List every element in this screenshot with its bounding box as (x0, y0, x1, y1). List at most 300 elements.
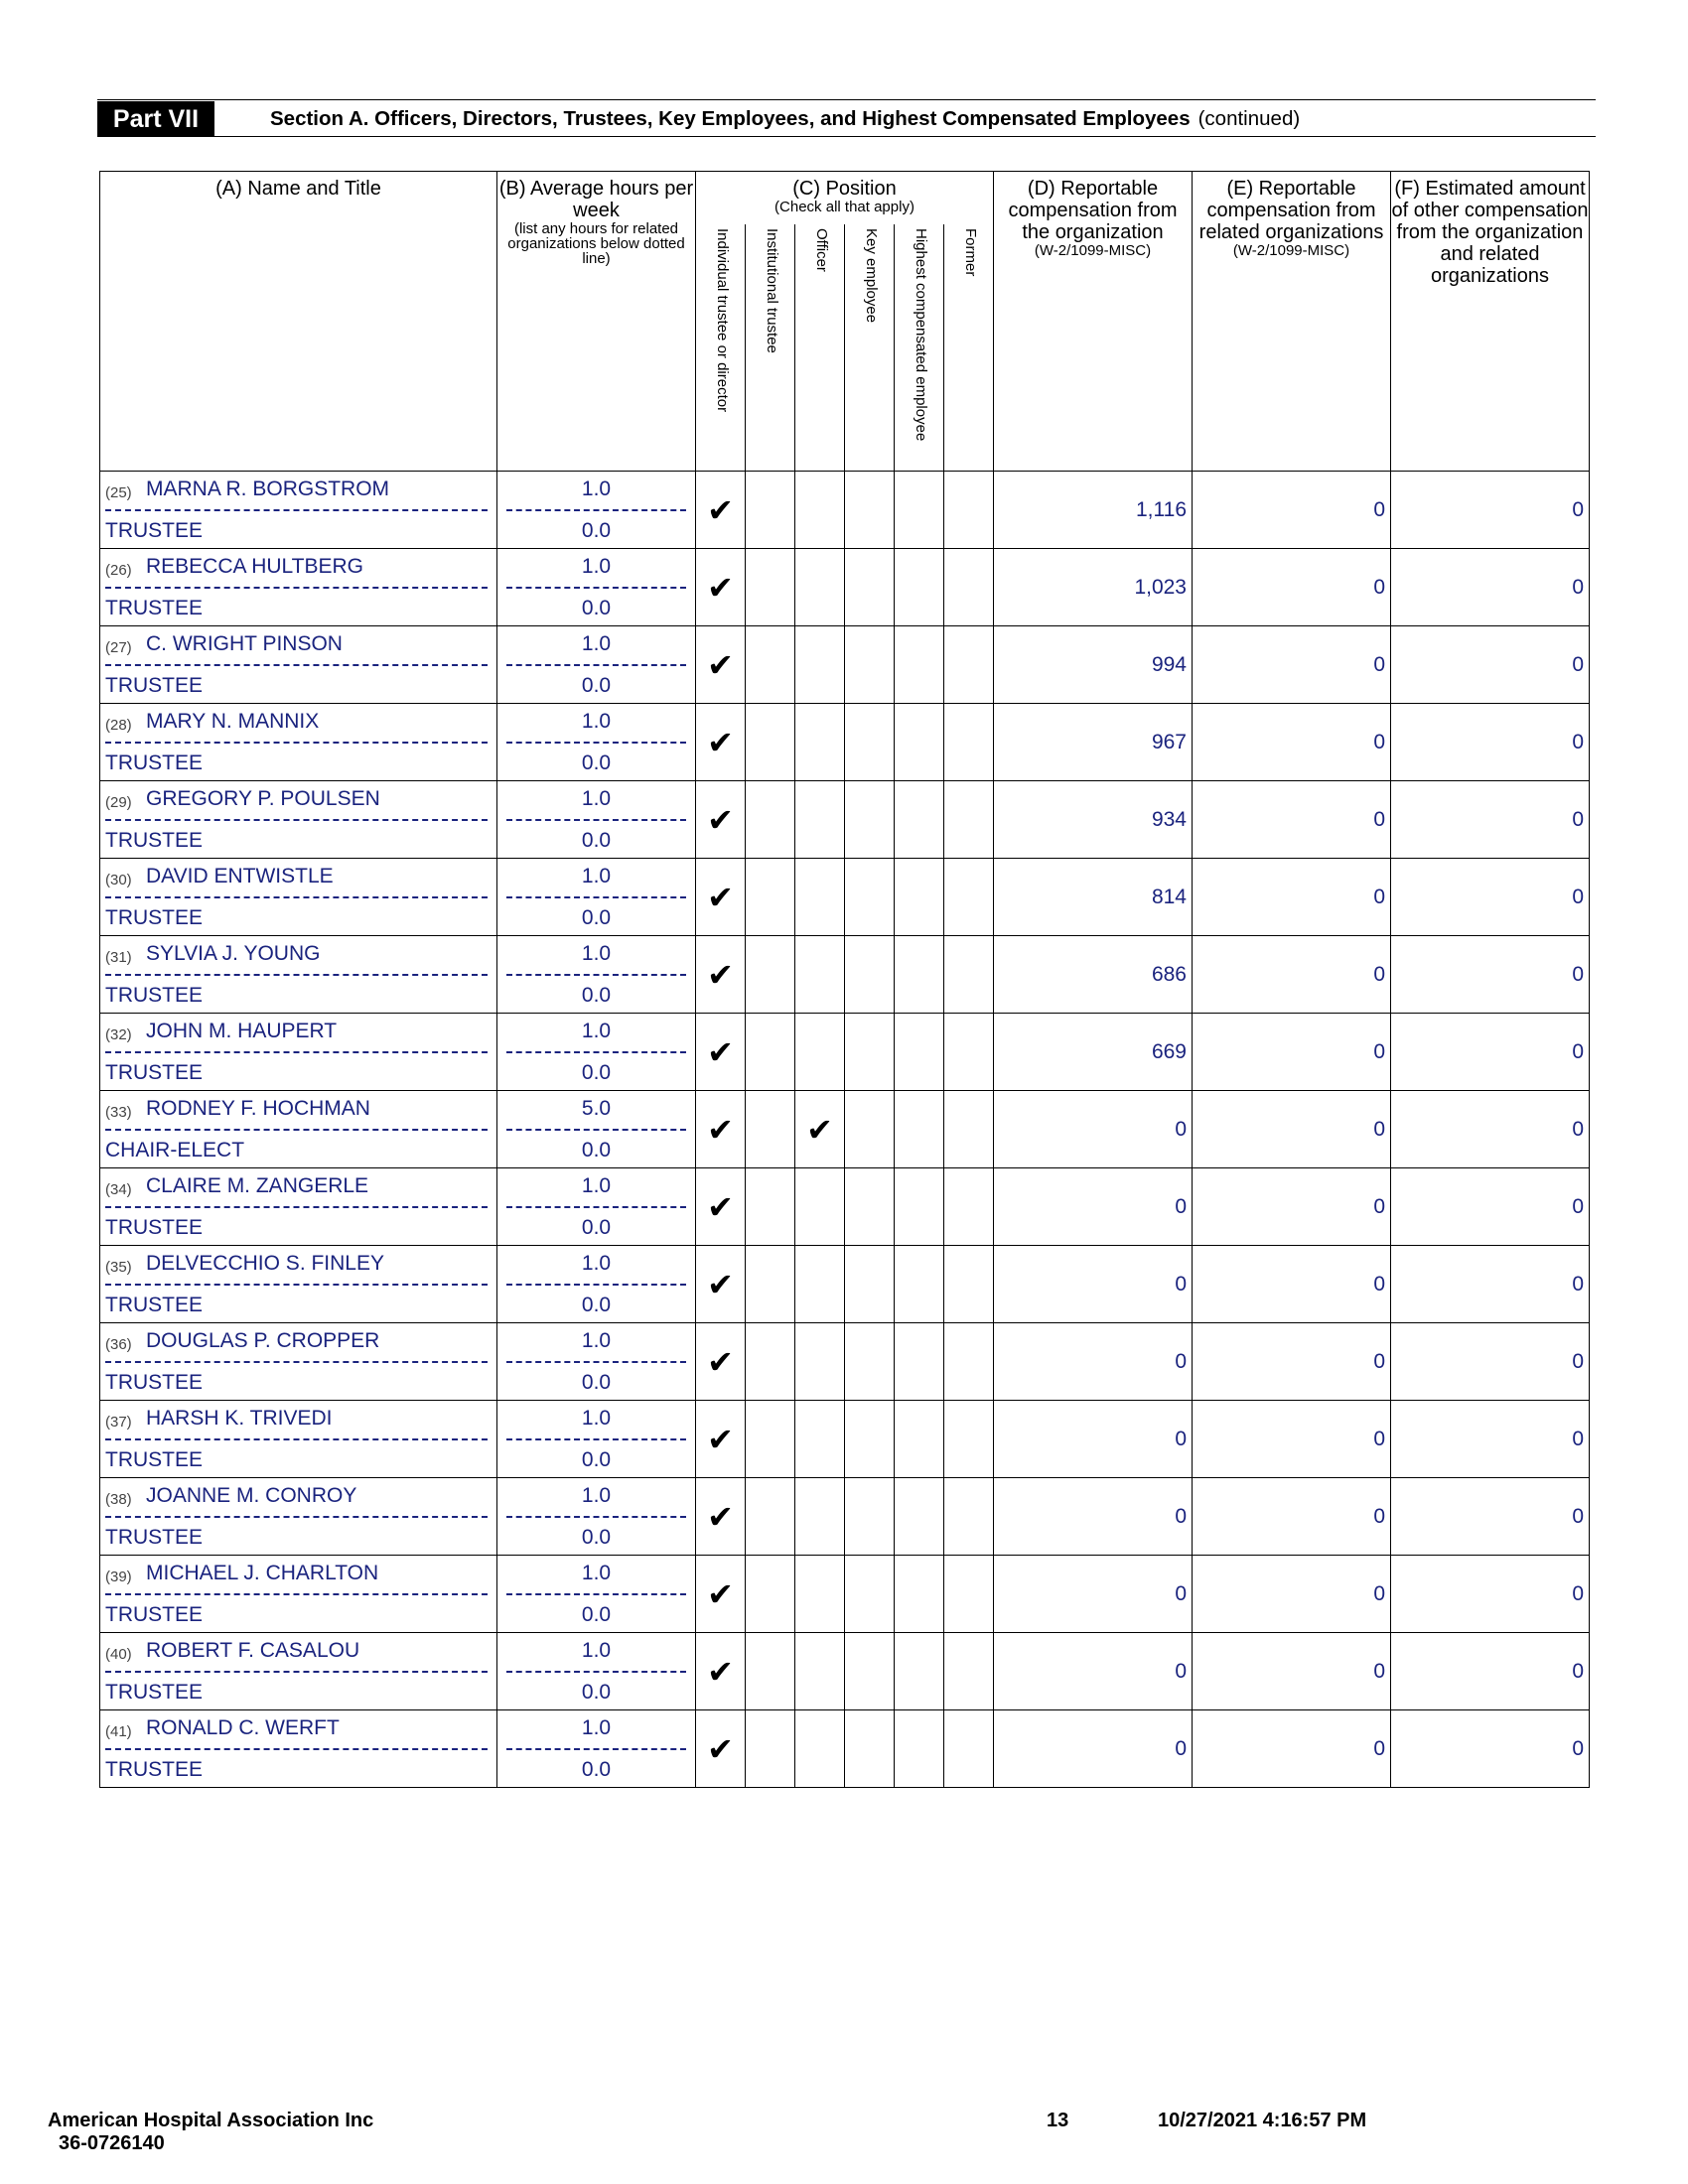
position-key-employee-cell (845, 704, 895, 781)
name-title-cell (100, 1556, 497, 1633)
row-number: (33) (105, 1104, 132, 1121)
position-highest-compensated-cell (895, 1323, 944, 1401)
dotted-line (105, 509, 488, 511)
position-highest-compensated-cell (895, 549, 944, 626)
comp-from-related-cell (1193, 859, 1391, 936)
hours-related-orgs: 0.0 (581, 674, 612, 697)
position-officer-cell (795, 859, 845, 936)
dotted-line (105, 1516, 488, 1518)
position-former-cell (944, 1246, 994, 1323)
column-header-d (994, 172, 1193, 472)
position-former-cell (944, 549, 994, 626)
dotted-line (105, 1361, 488, 1363)
hours-related-orgs: 0.0 (581, 829, 612, 852)
table-row (100, 1168, 1590, 1246)
comp-from-related: 0 (1373, 1272, 1385, 1296)
comp-from-org: 1,023 (1134, 575, 1187, 599)
position-former-cell (944, 1091, 994, 1168)
row-number: (41) (105, 1723, 132, 1740)
position-key-employee-cell (845, 549, 895, 626)
check-icon: ✔ (707, 1730, 734, 1767)
name-title-cell (100, 626, 497, 704)
comp-from-related-cell (1193, 704, 1391, 781)
other-compensation-cell (1391, 1323, 1590, 1401)
hours-cell (497, 472, 696, 549)
hours-per-week: 1.0 (581, 1716, 612, 1739)
person-title: TRUSTEE (105, 1294, 204, 1316)
other-compensation: 0 (1572, 1117, 1584, 1141)
comp-from-related-cell (1193, 1168, 1391, 1246)
position-institutional-trustee-cell (746, 549, 795, 626)
position-individual-trustee-cell (696, 1246, 746, 1323)
comp-from-related: 0 (1373, 1581, 1385, 1605)
hours-related-orgs: 0.0 (581, 984, 612, 1007)
comp-from-related: 0 (1373, 652, 1385, 676)
position-institutional-trustee-cell (746, 859, 795, 936)
person-title: TRUSTEE (105, 1758, 204, 1781)
table-row (100, 1246, 1590, 1323)
position-individual-trustee-cell (696, 781, 746, 859)
check-icon: ✔ (707, 646, 734, 683)
position-individual-trustee-cell (696, 1478, 746, 1556)
column-a-title: (A) Name and Title (215, 178, 381, 200)
position-highest-compensated-cell (895, 859, 944, 936)
hours-per-week: 1.0 (581, 865, 612, 887)
column-f-title: (F) Estimated amount of other compensation from the organization and related organizations (1391, 178, 1589, 287)
name-title-cell (100, 936, 497, 1014)
position-key-employee-cell (845, 1710, 895, 1788)
hours-related-orgs: 0.0 (581, 1448, 612, 1471)
comp-from-related-cell (1193, 1633, 1391, 1710)
position-individual-trustee-cell (696, 472, 746, 549)
comp-from-org-cell (994, 1246, 1193, 1323)
person-title: TRUSTEE (105, 1603, 204, 1626)
position-header-key-employee (845, 224, 895, 472)
name-title-cell (100, 1246, 497, 1323)
comp-from-org-cell (994, 1478, 1193, 1556)
header-rule-top (97, 99, 1596, 100)
column-d-title: (D) Reportable compensation from the organization (1008, 178, 1178, 243)
comp-from-related-cell (1193, 781, 1391, 859)
position-individual-trustee-cell (696, 859, 746, 936)
other-compensation-cell (1391, 704, 1590, 781)
hours-cell (497, 1401, 696, 1478)
table-row (100, 859, 1590, 936)
person-name: JOHN M. HAUPERT (146, 1020, 338, 1042)
column-header-e (1193, 172, 1391, 472)
table-row (100, 781, 1590, 859)
position-former-cell (944, 1323, 994, 1401)
row-number: (25) (105, 484, 132, 501)
position-officer-cell (795, 1478, 845, 1556)
position-former-cell (944, 626, 994, 704)
hours-cell (497, 1710, 696, 1788)
position-individual-trustee-cell (696, 704, 746, 781)
check-icon: ✔ (707, 1266, 734, 1302)
position-former-cell (944, 1633, 994, 1710)
hours-related-orgs: 0.0 (581, 519, 612, 542)
name-title-cell (100, 704, 497, 781)
check-icon: ✔ (707, 801, 734, 838)
person-title: TRUSTEE (105, 1526, 204, 1549)
hours-per-week: 1.0 (581, 942, 612, 965)
position-individual-trustee-cell (696, 1091, 746, 1168)
position-highest-compensated-cell (895, 1401, 944, 1478)
row-number: (40) (105, 1646, 132, 1663)
hours-cell (497, 626, 696, 704)
comp-from-org-cell (994, 549, 1193, 626)
person-name: MARNA R. BORGSTROM (146, 478, 390, 500)
position-key-employee-cell (845, 1323, 895, 1401)
person-title: TRUSTEE (105, 984, 204, 1007)
comp-from-related: 0 (1373, 962, 1385, 986)
name-title-cell (100, 472, 497, 549)
row-number: (31) (105, 949, 132, 966)
position-key-employee-cell (845, 1401, 895, 1478)
dotted-line (506, 742, 686, 744)
hours-related-orgs: 0.0 (581, 751, 612, 774)
comp-from-related-cell (1193, 472, 1391, 549)
comp-from-org: 686 (1151, 962, 1187, 986)
position-officer-cell (795, 781, 845, 859)
person-name: RODNEY F. HOCHMAN (146, 1097, 370, 1120)
person-name: MICHAEL J. CHARLTON (146, 1562, 379, 1584)
check-icon: ✔ (806, 1111, 833, 1148)
other-compensation-cell (1391, 1168, 1590, 1246)
comp-from-related-cell (1193, 1091, 1391, 1168)
hours-per-week: 1.0 (581, 555, 612, 578)
position-former-cell (944, 1014, 994, 1091)
comp-from-org: 0 (1175, 1504, 1187, 1528)
comp-from-org: 0 (1175, 1194, 1187, 1218)
position-institutional-trustee-cell (746, 1401, 795, 1478)
header-rule-bottom (97, 136, 1596, 137)
dotted-line (506, 974, 686, 976)
comp-from-related: 0 (1373, 1349, 1385, 1373)
hours-per-week: 1.0 (581, 710, 612, 733)
person-name: JOANNE M. CONROY (146, 1484, 357, 1507)
comp-from-related-cell (1193, 549, 1391, 626)
hours-cell (497, 549, 696, 626)
comp-from-org: 669 (1151, 1039, 1187, 1063)
other-compensation-cell (1391, 859, 1590, 936)
column-header-f (1391, 172, 1590, 472)
row-number: (37) (105, 1414, 132, 1431)
name-title-cell (100, 781, 497, 859)
position-institutional-trustee-cell (746, 1168, 795, 1246)
other-compensation-cell (1391, 1014, 1590, 1091)
position-institutional-trustee-cell (746, 1556, 795, 1633)
other-compensation: 0 (1572, 1272, 1584, 1296)
position-key-employee-cell (845, 1633, 895, 1710)
position-key-employee-cell (845, 1556, 895, 1633)
position-individual-trustee-cell (696, 1401, 746, 1478)
compensation-table (99, 171, 1590, 1788)
comp-from-org: 1,116 (1136, 497, 1187, 521)
position-label: Officer (813, 228, 831, 272)
person-name: DAVID ENTWISTLE (146, 865, 334, 887)
name-title-cell (100, 1633, 497, 1710)
hours-cell (497, 1014, 696, 1091)
comp-from-org-cell (994, 936, 1193, 1014)
check-icon: ✔ (707, 1188, 734, 1225)
hours-related-orgs: 0.0 (581, 1294, 612, 1316)
dotted-line (506, 1051, 686, 1053)
position-institutional-trustee-cell (746, 936, 795, 1014)
dotted-line (506, 1593, 686, 1595)
position-key-employee-cell (845, 1014, 895, 1091)
table-row (100, 704, 1590, 781)
dotted-line (506, 1206, 686, 1208)
dotted-line (105, 1748, 488, 1750)
comp-from-related-cell (1193, 1556, 1391, 1633)
comp-from-org-cell (994, 1710, 1193, 1788)
comp-from-related-cell (1193, 1710, 1391, 1788)
position-institutional-trustee-cell (746, 472, 795, 549)
table-row (100, 1014, 1590, 1091)
position-former-cell (944, 704, 994, 781)
comp-from-related: 0 (1373, 497, 1385, 521)
person-name: DELVECCHIO S. FINLEY (146, 1252, 385, 1275)
person-title: TRUSTEE (105, 519, 204, 542)
position-key-employee-cell (845, 626, 895, 704)
hours-related-orgs: 0.0 (581, 1681, 612, 1704)
table-row (100, 936, 1590, 1014)
position-key-employee-cell (845, 1091, 895, 1168)
column-c-note: (Check all that apply) (774, 199, 914, 215)
person-title: TRUSTEE (105, 829, 204, 852)
comp-from-org-cell (994, 704, 1193, 781)
row-number: (28) (105, 717, 132, 734)
position-highest-compensated-cell (895, 1246, 944, 1323)
dotted-line (506, 1438, 686, 1440)
hours-related-orgs: 0.0 (581, 1139, 612, 1161)
check-icon: ✔ (707, 1653, 734, 1690)
position-label: Highest compensated employee (913, 228, 930, 442)
position-officer-cell (795, 1710, 845, 1788)
comp-from-related-cell (1193, 626, 1391, 704)
position-individual-trustee-cell (696, 1556, 746, 1633)
footer-datetime: 10/27/2021 4:16:57 PM (1158, 2110, 1367, 2131)
person-title: TRUSTEE (105, 751, 204, 774)
position-individual-trustee-cell (696, 936, 746, 1014)
position-highest-compensated-cell (895, 936, 944, 1014)
position-former-cell (944, 1168, 994, 1246)
position-highest-compensated-cell (895, 1091, 944, 1168)
position-key-employee-cell (845, 1478, 895, 1556)
person-name: SYLVIA J. YOUNG (146, 942, 321, 965)
comp-from-org-cell (994, 1556, 1193, 1633)
column-header-a (100, 172, 497, 472)
check-icon: ✔ (707, 569, 734, 606)
row-number: (39) (105, 1569, 132, 1585)
comp-from-org: 934 (1151, 807, 1187, 831)
dotted-line (105, 819, 488, 821)
position-officer-cell (795, 1091, 845, 1168)
name-title-cell (100, 1478, 497, 1556)
hours-per-week: 1.0 (581, 632, 612, 655)
hours-per-week: 1.0 (581, 1020, 612, 1042)
name-title-cell (100, 1091, 497, 1168)
comp-from-org: 0 (1175, 1427, 1187, 1450)
comp-from-related: 0 (1373, 1736, 1385, 1760)
person-title: TRUSTEE (105, 906, 204, 929)
table-row (100, 549, 1590, 626)
dotted-line (105, 896, 488, 898)
dotted-line (506, 1361, 686, 1363)
comp-from-related-cell (1193, 1401, 1391, 1478)
person-name: CLAIRE M. ZANGERLE (146, 1174, 369, 1197)
position-institutional-trustee-cell (746, 781, 795, 859)
column-e-note: (W-2/1099-MISC) (1232, 242, 1350, 259)
position-individual-trustee-cell (696, 1168, 746, 1246)
column-header-c (696, 172, 994, 225)
hours-per-week: 1.0 (581, 1639, 612, 1662)
table-row (100, 1710, 1590, 1788)
continued-label: (continued) (1197, 107, 1301, 130)
position-label: Institutional trustee (764, 228, 781, 353)
comp-from-related-cell (1193, 1246, 1391, 1323)
dotted-line (506, 1748, 686, 1750)
table-row (100, 1323, 1590, 1401)
check-icon: ✔ (707, 1498, 734, 1535)
position-institutional-trustee-cell (746, 1710, 795, 1788)
position-officer-cell (795, 549, 845, 626)
comp-from-org-cell (994, 626, 1193, 704)
dotted-line (105, 1284, 488, 1286)
hours-cell (497, 1323, 696, 1401)
position-highest-compensated-cell (895, 781, 944, 859)
comp-from-org: 967 (1151, 730, 1187, 753)
hours-per-week: 1.0 (581, 478, 612, 500)
comp-from-org-cell (994, 1401, 1193, 1478)
name-title-cell (100, 1710, 497, 1788)
check-icon: ✔ (707, 724, 734, 760)
hours-related-orgs: 0.0 (581, 906, 612, 929)
other-compensation: 0 (1572, 497, 1584, 521)
footer-ein: 36-0726140 (59, 2132, 165, 2154)
comp-from-org: 0 (1175, 1736, 1187, 1760)
section-title (270, 107, 1300, 131)
position-header-highest-compensated (895, 224, 944, 472)
position-institutional-trustee-cell (746, 1323, 795, 1401)
position-former-cell (944, 1478, 994, 1556)
person-title: TRUSTEE (105, 1371, 204, 1394)
comp-from-related: 0 (1373, 1427, 1385, 1450)
column-b-title: (B) Average hours per week (498, 178, 694, 221)
position-header-individual-trustee (696, 224, 746, 472)
table-row (100, 1633, 1590, 1710)
hours-related-orgs: 0.0 (581, 1526, 612, 1549)
other-compensation: 0 (1572, 730, 1584, 753)
position-institutional-trustee-cell (746, 704, 795, 781)
dotted-line (506, 587, 686, 589)
other-compensation-cell (1391, 1556, 1590, 1633)
position-institutional-trustee-cell (746, 626, 795, 704)
comp-from-org-cell (994, 1323, 1193, 1401)
other-compensation: 0 (1572, 1504, 1584, 1528)
footer-page-number: 13 (1047, 2110, 1069, 2131)
comp-from-related: 0 (1373, 807, 1385, 831)
section-title-text: Section A. Officers, Directors, Trustees, Key Employees, and Highest Compensated Employees (270, 107, 1191, 130)
column-c-title: (C) Position (792, 178, 897, 200)
other-compensation-cell (1391, 1401, 1590, 1478)
comp-from-related-cell (1193, 1014, 1391, 1091)
hours-per-week: 1.0 (581, 1484, 612, 1507)
position-key-employee-cell (845, 1246, 895, 1323)
table-row (100, 1478, 1590, 1556)
dotted-line (105, 1593, 488, 1595)
hours-per-week: 1.0 (581, 1252, 612, 1275)
comp-from-related: 0 (1373, 1504, 1385, 1528)
position-officer-cell (795, 472, 845, 549)
comp-from-org-cell (994, 1633, 1193, 1710)
dotted-line (105, 974, 488, 976)
position-officer-cell (795, 704, 845, 781)
position-highest-compensated-cell (895, 1478, 944, 1556)
other-compensation: 0 (1572, 1194, 1584, 1218)
table-row (100, 472, 1590, 549)
dotted-line (105, 1051, 488, 1053)
dotted-line (506, 1129, 686, 1131)
position-label: Key employee (863, 228, 881, 324)
other-compensation-cell (1391, 1246, 1590, 1323)
comp-from-related: 0 (1373, 1194, 1385, 1218)
position-officer-cell (795, 1246, 845, 1323)
row-number: (26) (105, 562, 132, 579)
position-label: Individual trustee or director (714, 228, 732, 413)
column-b-note: (list any hours for related organizations below dotted line) (507, 220, 685, 267)
name-title-cell (100, 859, 497, 936)
check-icon: ✔ (707, 1033, 734, 1070)
name-title-cell (100, 549, 497, 626)
person-title: CHAIR-ELECT (105, 1139, 245, 1161)
comp-from-org-cell (994, 472, 1193, 549)
position-institutional-trustee-cell (746, 1478, 795, 1556)
hours-cell (497, 781, 696, 859)
footer-org-name: American Hospital Association Inc (48, 2110, 374, 2131)
other-compensation-cell (1391, 1633, 1590, 1710)
comp-from-related: 0 (1373, 730, 1385, 753)
column-d-note: (W-2/1099-MISC) (1034, 242, 1152, 259)
position-highest-compensated-cell (895, 704, 944, 781)
position-former-cell (944, 1401, 994, 1478)
hours-cell (497, 1556, 696, 1633)
comp-from-org: 0 (1175, 1349, 1187, 1373)
check-icon: ✔ (707, 1343, 734, 1380)
table-row (100, 1556, 1590, 1633)
hours-per-week: 5.0 (581, 1097, 612, 1120)
table-row (100, 626, 1590, 704)
comp-from-org-cell (994, 859, 1193, 936)
table-body (100, 472, 1590, 1788)
other-compensation-cell (1391, 549, 1590, 626)
position-header-former (944, 224, 994, 472)
position-key-employee-cell (845, 781, 895, 859)
table-row (100, 1401, 1590, 1478)
comp-from-org-cell (994, 1168, 1193, 1246)
person-title: TRUSTEE (105, 1448, 204, 1471)
row-number: (30) (105, 872, 132, 888)
position-officer-cell (795, 1401, 845, 1478)
dotted-line (105, 1129, 488, 1131)
comp-from-org: 0 (1175, 1581, 1187, 1605)
other-compensation: 0 (1572, 1736, 1584, 1760)
dotted-line (105, 1671, 488, 1673)
person-title: TRUSTEE (105, 1216, 204, 1239)
position-highest-compensated-cell (895, 1710, 944, 1788)
hours-related-orgs: 0.0 (581, 1371, 612, 1394)
